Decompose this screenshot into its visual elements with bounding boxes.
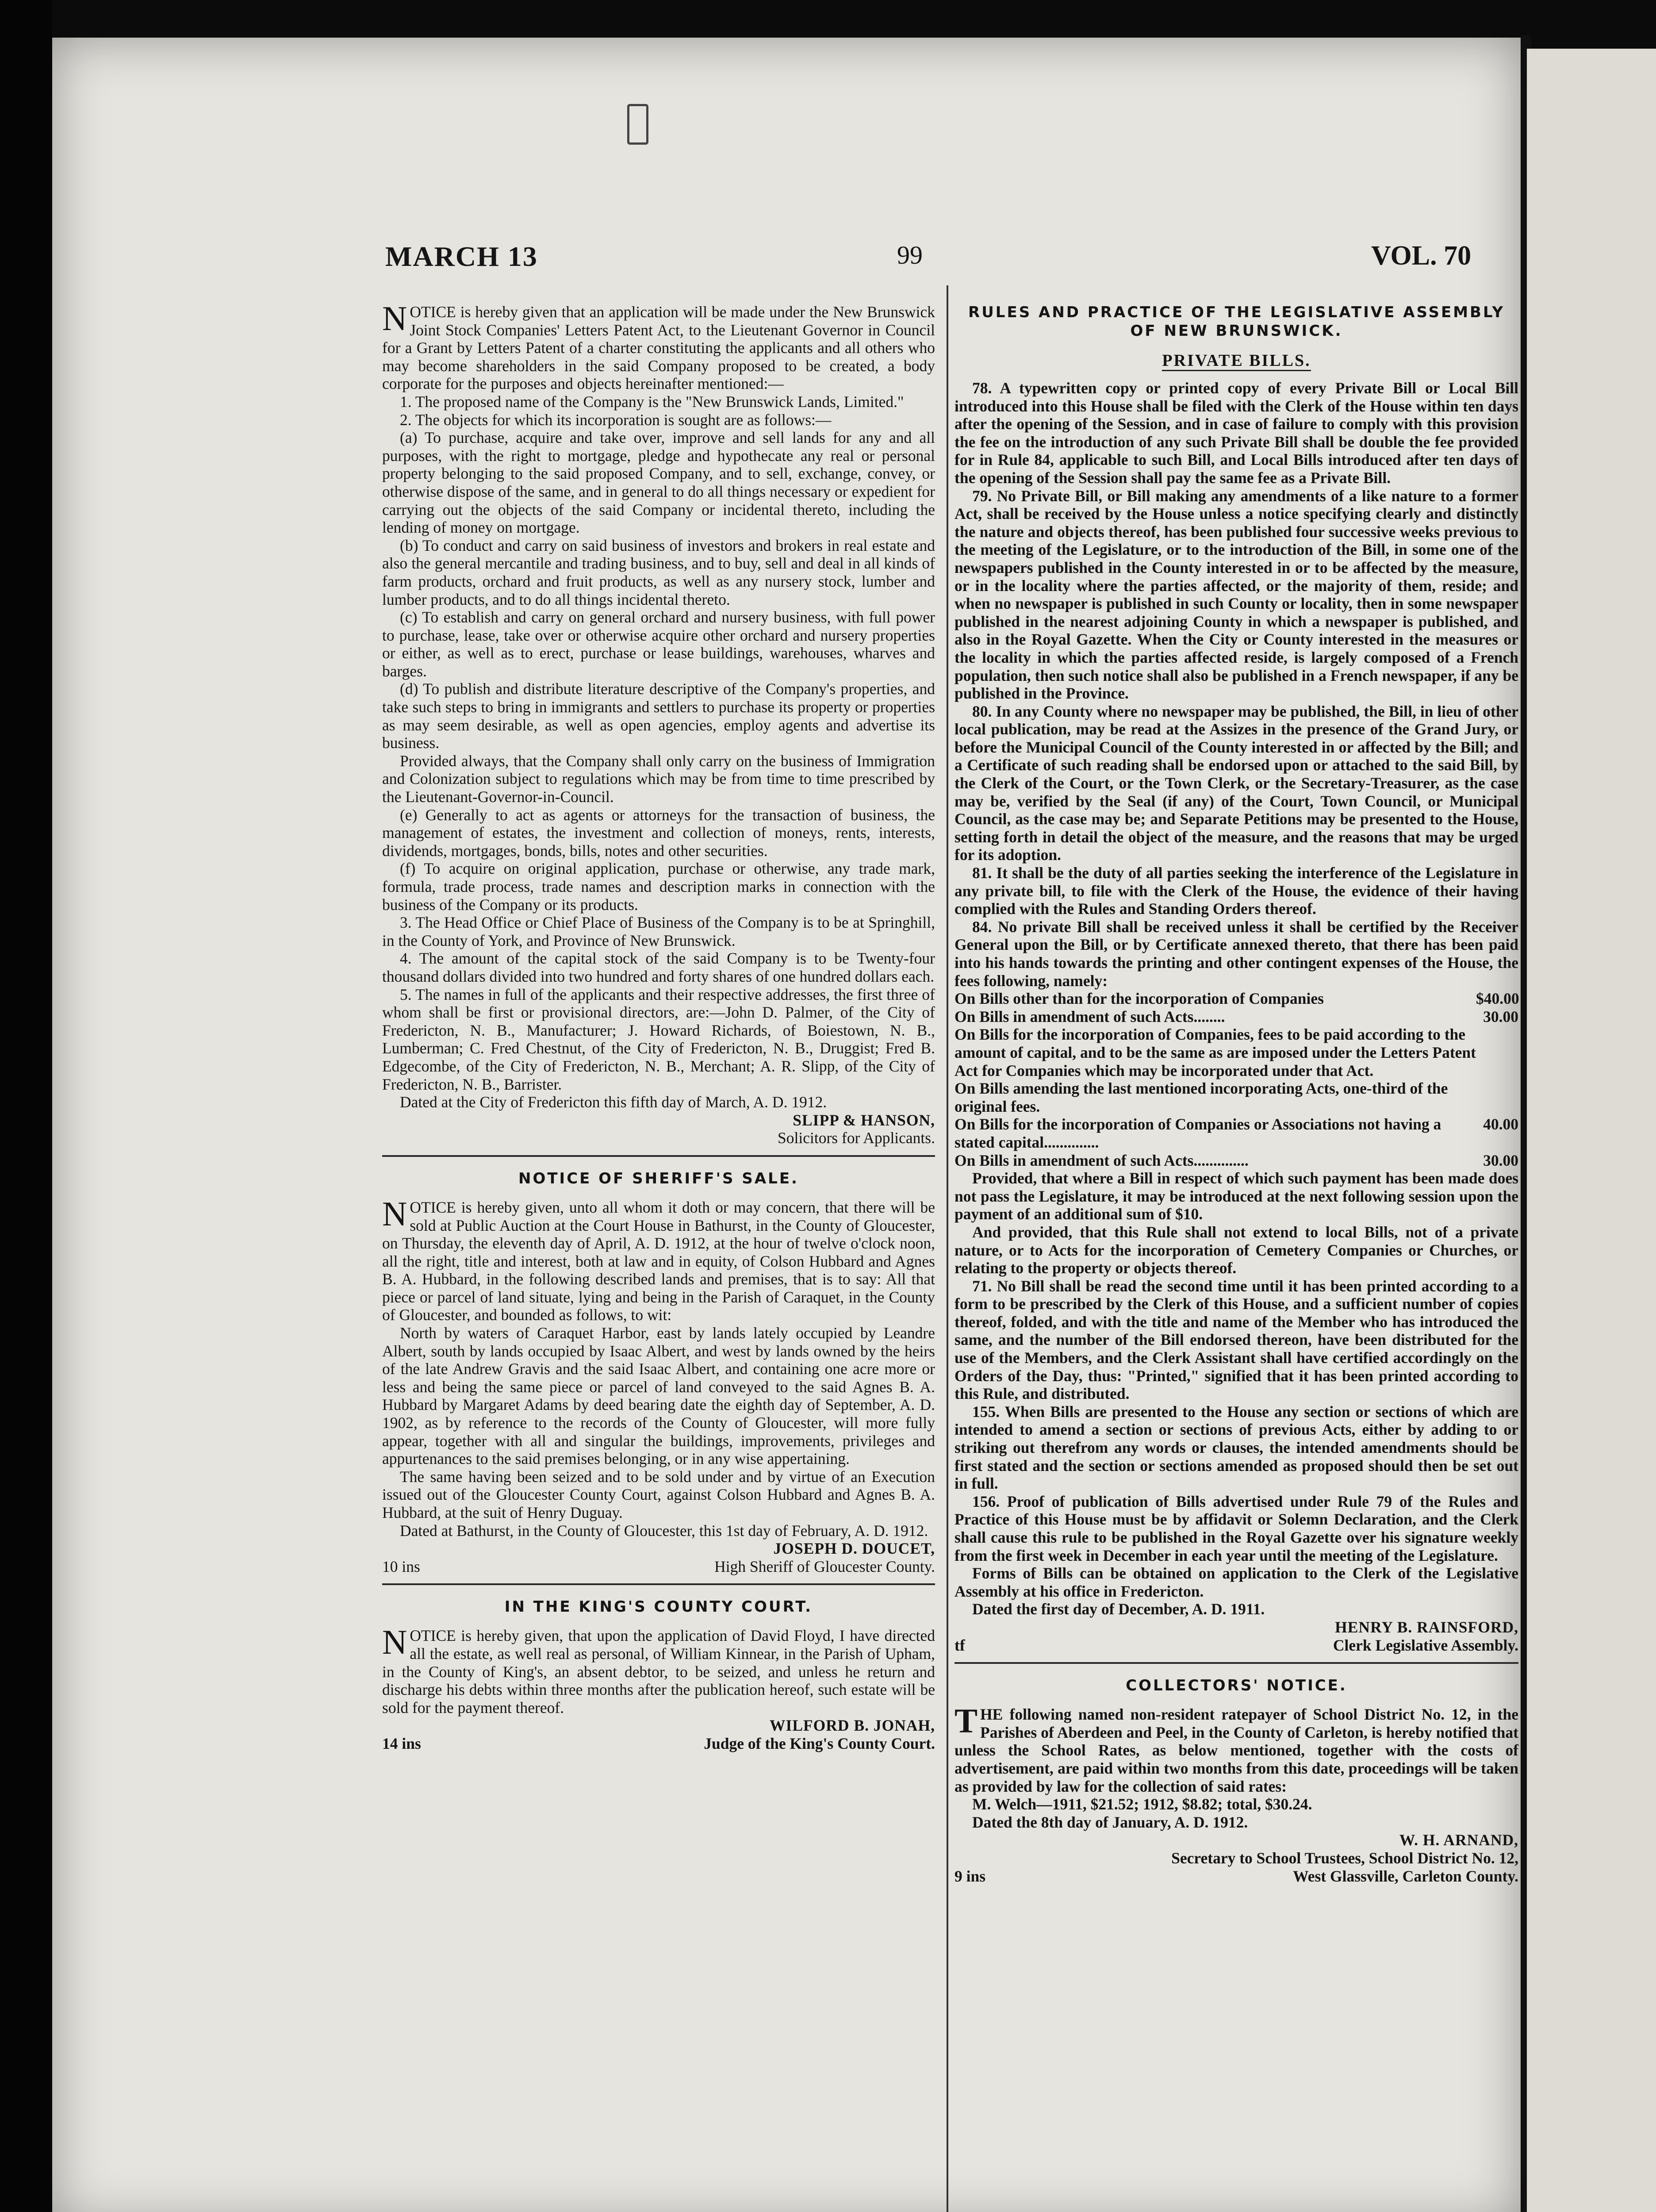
private-bills-subheading <box>954 351 1518 370</box>
subheading-text: PRIVATE BILLS. <box>1162 351 1311 371</box>
notice-paragraph: (d) To publish and distribute literature descriptive of the Company's properties, and take such steps to bring in immigrants and settlers to purchase its property or properties as may seem desirable, as well as open agencies, employ agents and advertise its business. <box>382 680 935 752</box>
signer-place: West Glassville, Carleton County. <box>1293 1867 1518 1885</box>
notice-paragraph: THE following named non-resident ratepayer of School District No. 12, in the Parishes of Aberdeen and Peel, in the County of Carleton, is hereby notified that unless the School Rates, as below mentioned, together with the costs of advertisement, are paid within two months from this date, proceedings will be taken as provided by law for the collection of said rates: <box>954 1701 1518 1795</box>
fee-row <box>954 1025 1518 1079</box>
library-stamp-mark <box>627 104 648 145</box>
fee-row <box>954 990 1518 1008</box>
signer-title: Secretary to School Trustees, School District No. 12, <box>1171 1849 1518 1867</box>
signer-title: High Sheriff of Gloucester County. <box>714 1557 935 1575</box>
fee-schedule <box>954 990 1518 1169</box>
notice-paragraph: North by waters of Caraquet Harbor, east by lands lately occupied by Leandre Albert, south by lands occupied by Isaac Albert, and west by lands owned by the heirs of the late Andrew Gravis and the said Isaac Albert, and containing one acre more or less and being the same piece or parcel of land conveyed to the said Agnes B. A. Hubbard by Margaret Adams by deed bearing date the eighth day of September, A. D. 1902, as by reference to the records of the County of Gloucester, will more fully appear, together with all and singular the buildings, improvements, privileges and appurtenances to the said premises belonging, or in any wise appertaining. <box>382 1324 935 1468</box>
rules-footer <box>954 1636 1518 1655</box>
sheriff-footer <box>382 1558 935 1576</box>
notice-paragraph: (e) Generally to act as agents or attorneys for the transaction of business, the management of estates, the investment and collection of moneys, rents, interests, dividends, mortgages, bonds, bills, notes and other securities. <box>382 806 935 860</box>
signer-name: WILFORD B. JONAH, <box>770 1717 935 1735</box>
insertion-count: 10 ins <box>382 1557 420 1575</box>
notice-paragraph: (a) To purchase, acquire and take over, improve and sell lands for any and all purposes, with the right to mortgage, pledge and hypothecate any real or personal property belonging to the said proposed Company, and to sell, exchange, convey, or otherwise dispose of the same, and in general to do all things necessary or expedient for carrying out the objects of the said Company or incidental thereto, including the lending of money on mortgage. <box>382 429 935 537</box>
insertion-count: tf <box>954 1636 965 1654</box>
signer-title: Judge of the King's County Court. <box>704 1734 935 1752</box>
kings-court-notice <box>382 1623 935 1717</box>
rule-paragraph: 84. No private Bill shall be received unless it shall be certified by the Receiver General upon the Bill, or by Certificate annexed thereto, that there has been paid into his hands towards the printing and other contingent expenses of the House, the fees following, namely: <box>954 918 1518 990</box>
fee-description: On Bills in amendment of such Acts........ <box>954 1007 1225 1025</box>
column-rule <box>947 285 948 2212</box>
film-border <box>0 0 52 2212</box>
notice-paragraph: NOTICE is hereby given, that upon the application of David Floyd, I have directed all the estate, as well real as personal, of William Kinnear, in the Parish of Upham, in the County of King's, an absent debtor, to be seized, and unless he return and discharge his debts within three months after the publication hereof, such estate will be sold for the payment thereof. <box>382 1623 935 1717</box>
header-volume: VOL. 70 <box>1371 241 1472 271</box>
sheriff-signature <box>382 1540 935 1558</box>
fee-amount <box>1476 1079 1518 1115</box>
notice-paragraph: 2. The objects for which its incorporation is sought are as follows:— <box>400 411 832 429</box>
newspaper-page <box>52 38 1521 2212</box>
notice-paragraph: (f) To acquire on original application, purchase or otherwise, any trade mark, formula, trade process, trade names and description marks in connection with the business of the Company or its products. <box>382 860 935 914</box>
fee-description: On Bills other than for the incorporation of Companies <box>954 990 1324 1008</box>
rule-paragraph: 79. No Private Bill, or Bill making any amendments of a like nature to a former Act, shall be received by the House unless a notice specifying clearly and distinctly the nature and objects thereof, has been published four successive weeks previous to the meeting of the Legislature, or to the introduction of the Bill, in some one of the newspapers published in the County interested in or to be affected by the measure, or in the locality where the parties affected, or the majority of them, reside; and when no newspaper is published in such County or locality, then in some newspaper published in the nearest adjoining County in which a newspaper is published, and also in the Royal Gazette. When the City or County interested in the measures or the locality in which the parties affected reside, is largely composed of a French population, then such notice shall also be published in a French newspaper, if any be published in the Province. <box>954 487 1518 703</box>
insertion-count: 9 ins <box>954 1867 986 1885</box>
rules-heading: RULES AND PRACTICE OF THE LEGISLATIVE ASSEMBLY OF NEW BRUNSWICK. <box>968 303 1505 340</box>
notice-paragraph: The same having been seized and to be sold under and by virtue of an Execution issued out of the Gloucester County Court, against Colson Hubbard and Agnes B. A. Hubbard, at the suit of Henry Duguay. <box>382 1467 935 1521</box>
collectors-notice <box>954 1701 1518 1831</box>
signer-name: SLIPP & HANSON, <box>793 1111 935 1129</box>
rule-paragraph: Provided, that where a Bill in respect of which such payment has been made does not pass the Legislature, it may be introduced at the next following session upon the payment of an additional sum of $10. <box>954 1169 1518 1223</box>
fee-row <box>954 1115 1518 1151</box>
rule-paragraph: 81. It shall be the duty of all parties seeking the interference of the Legislature in any private bill, to file with the Clerk of the House, the evidence of their having complied with the Rules and Standing Orders thereof. <box>954 864 1518 918</box>
rules-signature <box>954 1618 1518 1636</box>
right-column <box>954 303 1518 1885</box>
kings-footer <box>382 1735 935 1753</box>
header-date: MARCH 13 <box>385 241 538 272</box>
fee-amount: 30.00 <box>1483 1151 1518 1169</box>
fee-amount: $40.00 <box>1476 990 1519 1008</box>
fee-amount: 30.00 <box>1483 1007 1518 1025</box>
fee-amount <box>1476 1025 1518 1079</box>
notice-paragraph: Dated at Bathurst, in the County of Gloucester, this 1st day of February, A. D. 1912. <box>400 1521 928 1540</box>
notice-paragraph: Dated at the City of Fredericton this fifth day of March, A. D. 1912. <box>400 1093 827 1111</box>
section-divider <box>382 1583 935 1585</box>
rule-paragraph: 156. Proof of publication of Bills advertised under Rule 79 of the Rules and Practice of this House must be by affidavit or Solemn Declaration, and the Clerk shall cause this rule to be published in the Royal Gazette over his signature weekly from the first week in December in each year until the meeting of the Legislature. <box>954 1492 1518 1564</box>
collectors-signature <box>954 1831 1518 1867</box>
rule-paragraph: 71. No Bill shall be read the second time until it has been printed according to a form to be prescribed by the Clerk of this House, and a sufficient number of copies thereof, folded, and with the title and name of the Member who has introduced the same, and the number of the Bill endorsed thereon, have been distributed for the use of the Members, and the Clerk Assistant shall have certified accordingly on the Orders of the Day, thus: "Printed," signified that it has been printed according to this Rule, and distributed. <box>954 1277 1518 1403</box>
notice-paragraph: NOTICE is hereby given that an application will be made under the New Brunswick Joint Stock Companies' Letters Patent Act, to the Lieutenant Governor in Council for a Grant by Letters Patent of a charter constituting the applicants and all others who may become shareholders in the said Company proposed to be created, a body corporate for the purposes and objects hereinafter mentioned:— <box>382 299 935 393</box>
fee-row <box>954 1152 1518 1170</box>
fee-description: On Bills for the incorporation of Companies, fees to be paid according to the amount of capital, and to be the same as are imposed under the Letters Patent Act for Companies which may be incorporated under that Act. <box>954 1025 1476 1079</box>
fee-row <box>954 1008 1518 1026</box>
sheriff-notice <box>382 1194 935 1540</box>
signer-title: Clerk Legislative Assembly. <box>1333 1636 1518 1654</box>
signer-name: JOSEPH D. DOUCET, <box>773 1540 935 1558</box>
insertion-count: 14 ins <box>382 1734 421 1752</box>
adjacent-page-edge <box>1527 49 1656 2212</box>
notice-signature <box>382 1111 935 1147</box>
kings-court-heading: IN THE KING'S COUNTY COURT. <box>504 1598 813 1616</box>
header-page-number: 99 <box>897 241 923 269</box>
notice-paragraph: (b) To conduct and carry on said business of investors and brokers in real estate and also the general mercantile and trading business, and to buy, sell and deal in all kinds of farm products, orchard and fruit products, as well as any nursery stock, lumber and lumber products, and to do all things incidental thereto. <box>382 536 935 608</box>
sheriff-heading: NOTICE OF SHERIFF'S SALE. <box>518 1169 799 1187</box>
page-header <box>52 240 1521 276</box>
collectors-heading: COLLECTORS' NOTICE. <box>1126 1677 1347 1695</box>
notice-paragraph: M. Welch—1911, $21.52; 1912, $8.82; total, $30.24. <box>972 1795 1312 1813</box>
kings-signature <box>382 1717 935 1735</box>
notice-paragraph: 3. The Head Office or Chief Place of Business of the Company is to be at Springhill, in the County of York, and Province of New Brunswick. <box>382 914 935 949</box>
notice-paragraph: 4. The amount of the capital stock of the said Company is to be Twenty-four thousand dollars divided into two hundred and forty shares of one hundred dollars each. <box>382 949 935 985</box>
notice-paragraph: 5. The names in full of the applicants and their respective addresses, the first three of whom shall be first or provisional directors, are:—John D. Palmer, of the City of Fredericton, N. B., Manufacturer; J. Howard Richards, of Boiestown, N. B., Lumberman; C. Fred Chestnut, of the City of Fredericton, N. B., Druggist; Fred B. Edgecombe, of the City of Fredericton, N. B., Merchant; A. R. Slipp, of the City of Fredericton, N. B., Barrister. <box>382 985 935 1093</box>
rule-paragraph: 155. When Bills are presented to the House any section or sections of which are intended to amend a section or sections of previous Acts, either by adding to or striking out therefrom any words or clauses, the intended amendments should be first stated and the section or sections amended as proposed should then be set out in full. <box>954 1402 1518 1493</box>
section-divider <box>382 1155 935 1157</box>
notice-paragraph: (c) To establish and carry on general orchard and nursery business, with full power to purchase, lease, take over or otherwise acquire other orchard and nursery properties or either, as well as to erect, purchase or lease buildings, warehouses, wharves and barges. <box>382 608 935 680</box>
rule-paragraph: Dated the first day of December, A. D. 1911. <box>972 1600 1265 1618</box>
rule-paragraph: Forms of Bills can be obtained on application to the Clerk of the Legislative Assembly at his office in Fredericton. <box>954 1564 1518 1600</box>
signer-title: Solicitors for Applicants. <box>778 1129 935 1147</box>
fee-description: On Bills in amendment of such Acts.............. <box>954 1151 1249 1169</box>
signer-name: HENRY B. RAINSFORD, <box>1335 1618 1518 1636</box>
fee-description: On Bills for the incorporation of Companies or Associations not having a stated capital.............. <box>954 1115 1441 1151</box>
notice-paragraph: Dated the 8th day of January, A. D. 1912. <box>972 1813 1248 1831</box>
notice-paragraph: 1. The proposed name of the Company is the "New Brunswick Lands, Limited." <box>400 392 904 411</box>
fee-amount: 40.00 <box>1483 1115 1518 1133</box>
rules-text-continued <box>954 1169 1518 1618</box>
fee-description: On Bills amending the last mentioned incorporating Acts, one-third of the original fees. <box>954 1079 1448 1115</box>
company-notice <box>382 299 935 1111</box>
notice-paragraph: NOTICE is hereby given, unto all whom it doth or may concern, that there will be sold at Public Auction at the Court House in Bathurst, in the County of Gloucester, on Thursday, the eleventh day of April, A. D. 1912, at the hour of twelve o'clock noon, all the right, title and interest, both at law and in equity, of Colson Hubbard and Agnes B. A. Hubbard, in the following described lands and premises, that is to say: All that piece or parcel of land situate, lying and being in the Parish of Caraquet, in the County of Gloucester, and bounded as follows, to wit: <box>382 1194 935 1324</box>
rule-paragraph: 78. A typewritten copy or printed copy of every Private Bill or Local Bill introduced into this House shall be filed with the Clerk of the House within ten days after the opening of the Session, and in case of failure to comply with this provision the fee on the introduction of any such Private Bill shall be double the fee provided for in Rule 84, applicable to such Bill, and Local Bills introduced after ten days of the opening of the Session shall pay the same fee as a Private Bill. <box>954 379 1518 487</box>
rule-paragraph: And provided, that this Rule shall not extend to local Bills, not of a private nature, or to Acts for the incorporation of Cemetery Companies or Churches, or relating to the property or objects thereof. <box>954 1223 1518 1277</box>
left-column <box>382 299 935 1753</box>
fee-row <box>954 1079 1518 1115</box>
collectors-footer <box>954 1867 1518 1886</box>
rule-paragraph: 80. In any County where no newspaper may be published, the Bill, in lieu of other local publication, may be read at the Assizes in the presence of the Grand Jury, or before the Municipal Council of the County interested in or affected by the Bill; and a Certificate of such reading shall be endorsed upon or attached to the said Bill, by the Clerk of the Court, or the Town Clerk, or the Secretary-Treasurer, as the case may be, verified by the Seal (if any) of the Court, Town Council, or Municipal Council, as the case may be; and Separate Petitions may be presented to the House, setting forth in detail the object of the measure, and the reasons that may be urged for its adoption. <box>954 702 1518 864</box>
signer-name: W. H. ARNAND, <box>1399 1831 1518 1849</box>
notice-paragraph: Provided always, that the Company shall only carry on the business of Immigration and Colonization subject to regulations which may be from time to time prescribed by the Lieutenant-Governor-in-Council. <box>382 752 935 806</box>
rules-text <box>954 379 1518 990</box>
section-divider <box>954 1662 1518 1664</box>
